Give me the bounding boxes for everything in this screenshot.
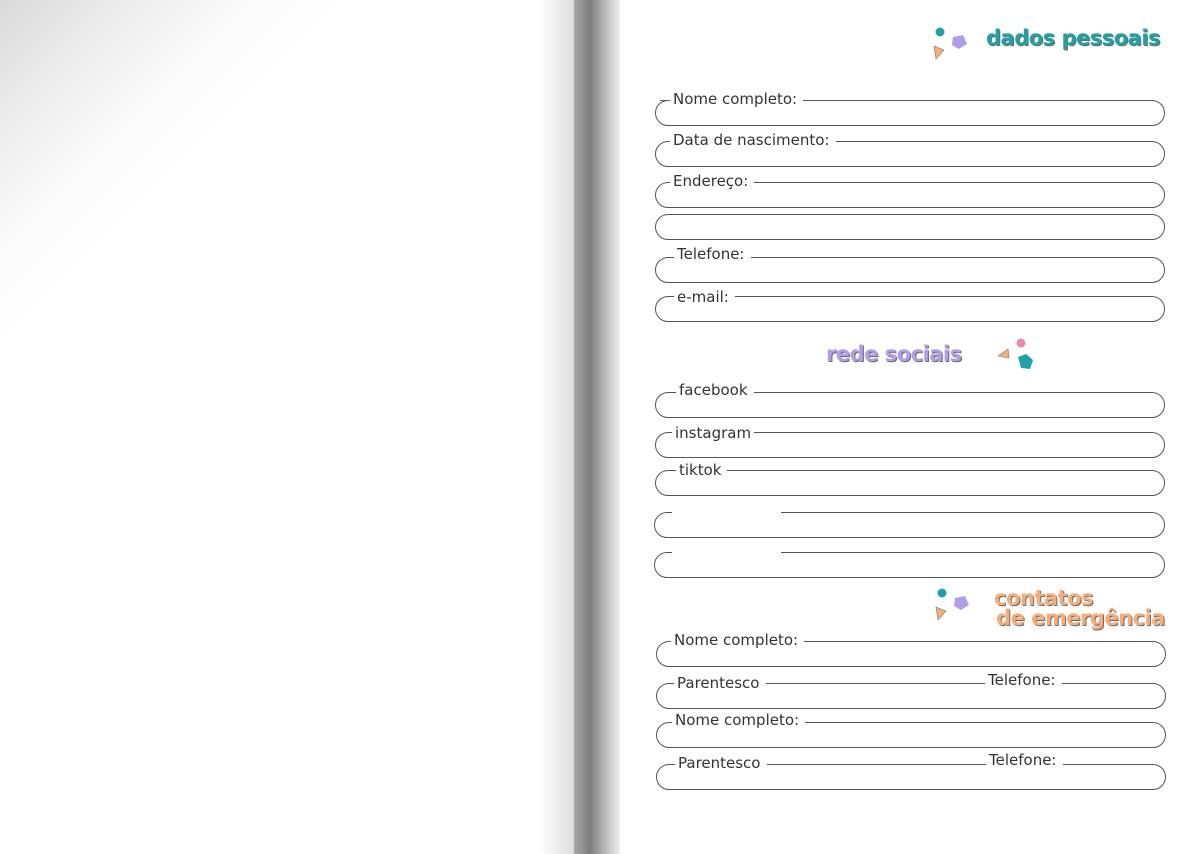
phone-label: Telefone: — [674, 245, 751, 263]
facebook-label: facebook — [676, 381, 754, 399]
section-title-dados-pessoais: dados pessoais — [986, 26, 1161, 50]
shapes-decoration-icon — [932, 586, 974, 622]
section-title-rede-sociais: rede sociais — [826, 342, 962, 366]
birthdate-label: Data de nascimento: — [670, 131, 836, 149]
name-label: Nome completo: — [670, 90, 803, 108]
relation-line-1 — [782, 683, 978, 684]
emergency-phone-label-1: Telefone: — [985, 671, 1062, 689]
tiktok-label: tiktok — [676, 461, 727, 479]
address-field-2[interactable] — [655, 214, 1165, 240]
email-label: e-mail: — [674, 288, 735, 306]
emergency-name-label-2: Nome completo: — [672, 711, 805, 729]
shapes-decoration-icon — [930, 26, 972, 62]
left-blank-page — [0, 0, 578, 854]
title-line-1: contatos — [994, 586, 1094, 610]
social-label-4 — [672, 500, 781, 520]
emergency-phone-label-2: Telefone: — [986, 751, 1063, 769]
social-label-5 — [672, 540, 781, 560]
address-label: Endereço: — [670, 172, 754, 190]
section-title-contatos-emergencia — [994, 588, 1165, 628]
relation-line-2 — [782, 764, 980, 765]
instagram-label: instagram — [672, 424, 754, 442]
title-line-2: de emergência — [996, 606, 1165, 630]
field-tick — [660, 100, 666, 101]
book-spine — [574, 0, 620, 854]
emergency-relation-label-1: Parentesco — [674, 674, 766, 692]
tiktok-field[interactable] — [655, 470, 1165, 496]
shapes-decoration-icon — [996, 336, 1038, 374]
emergency-relation-label-2: Parentesco — [675, 754, 767, 772]
emergency-name-label-1: Nome completo: — [671, 631, 804, 649]
